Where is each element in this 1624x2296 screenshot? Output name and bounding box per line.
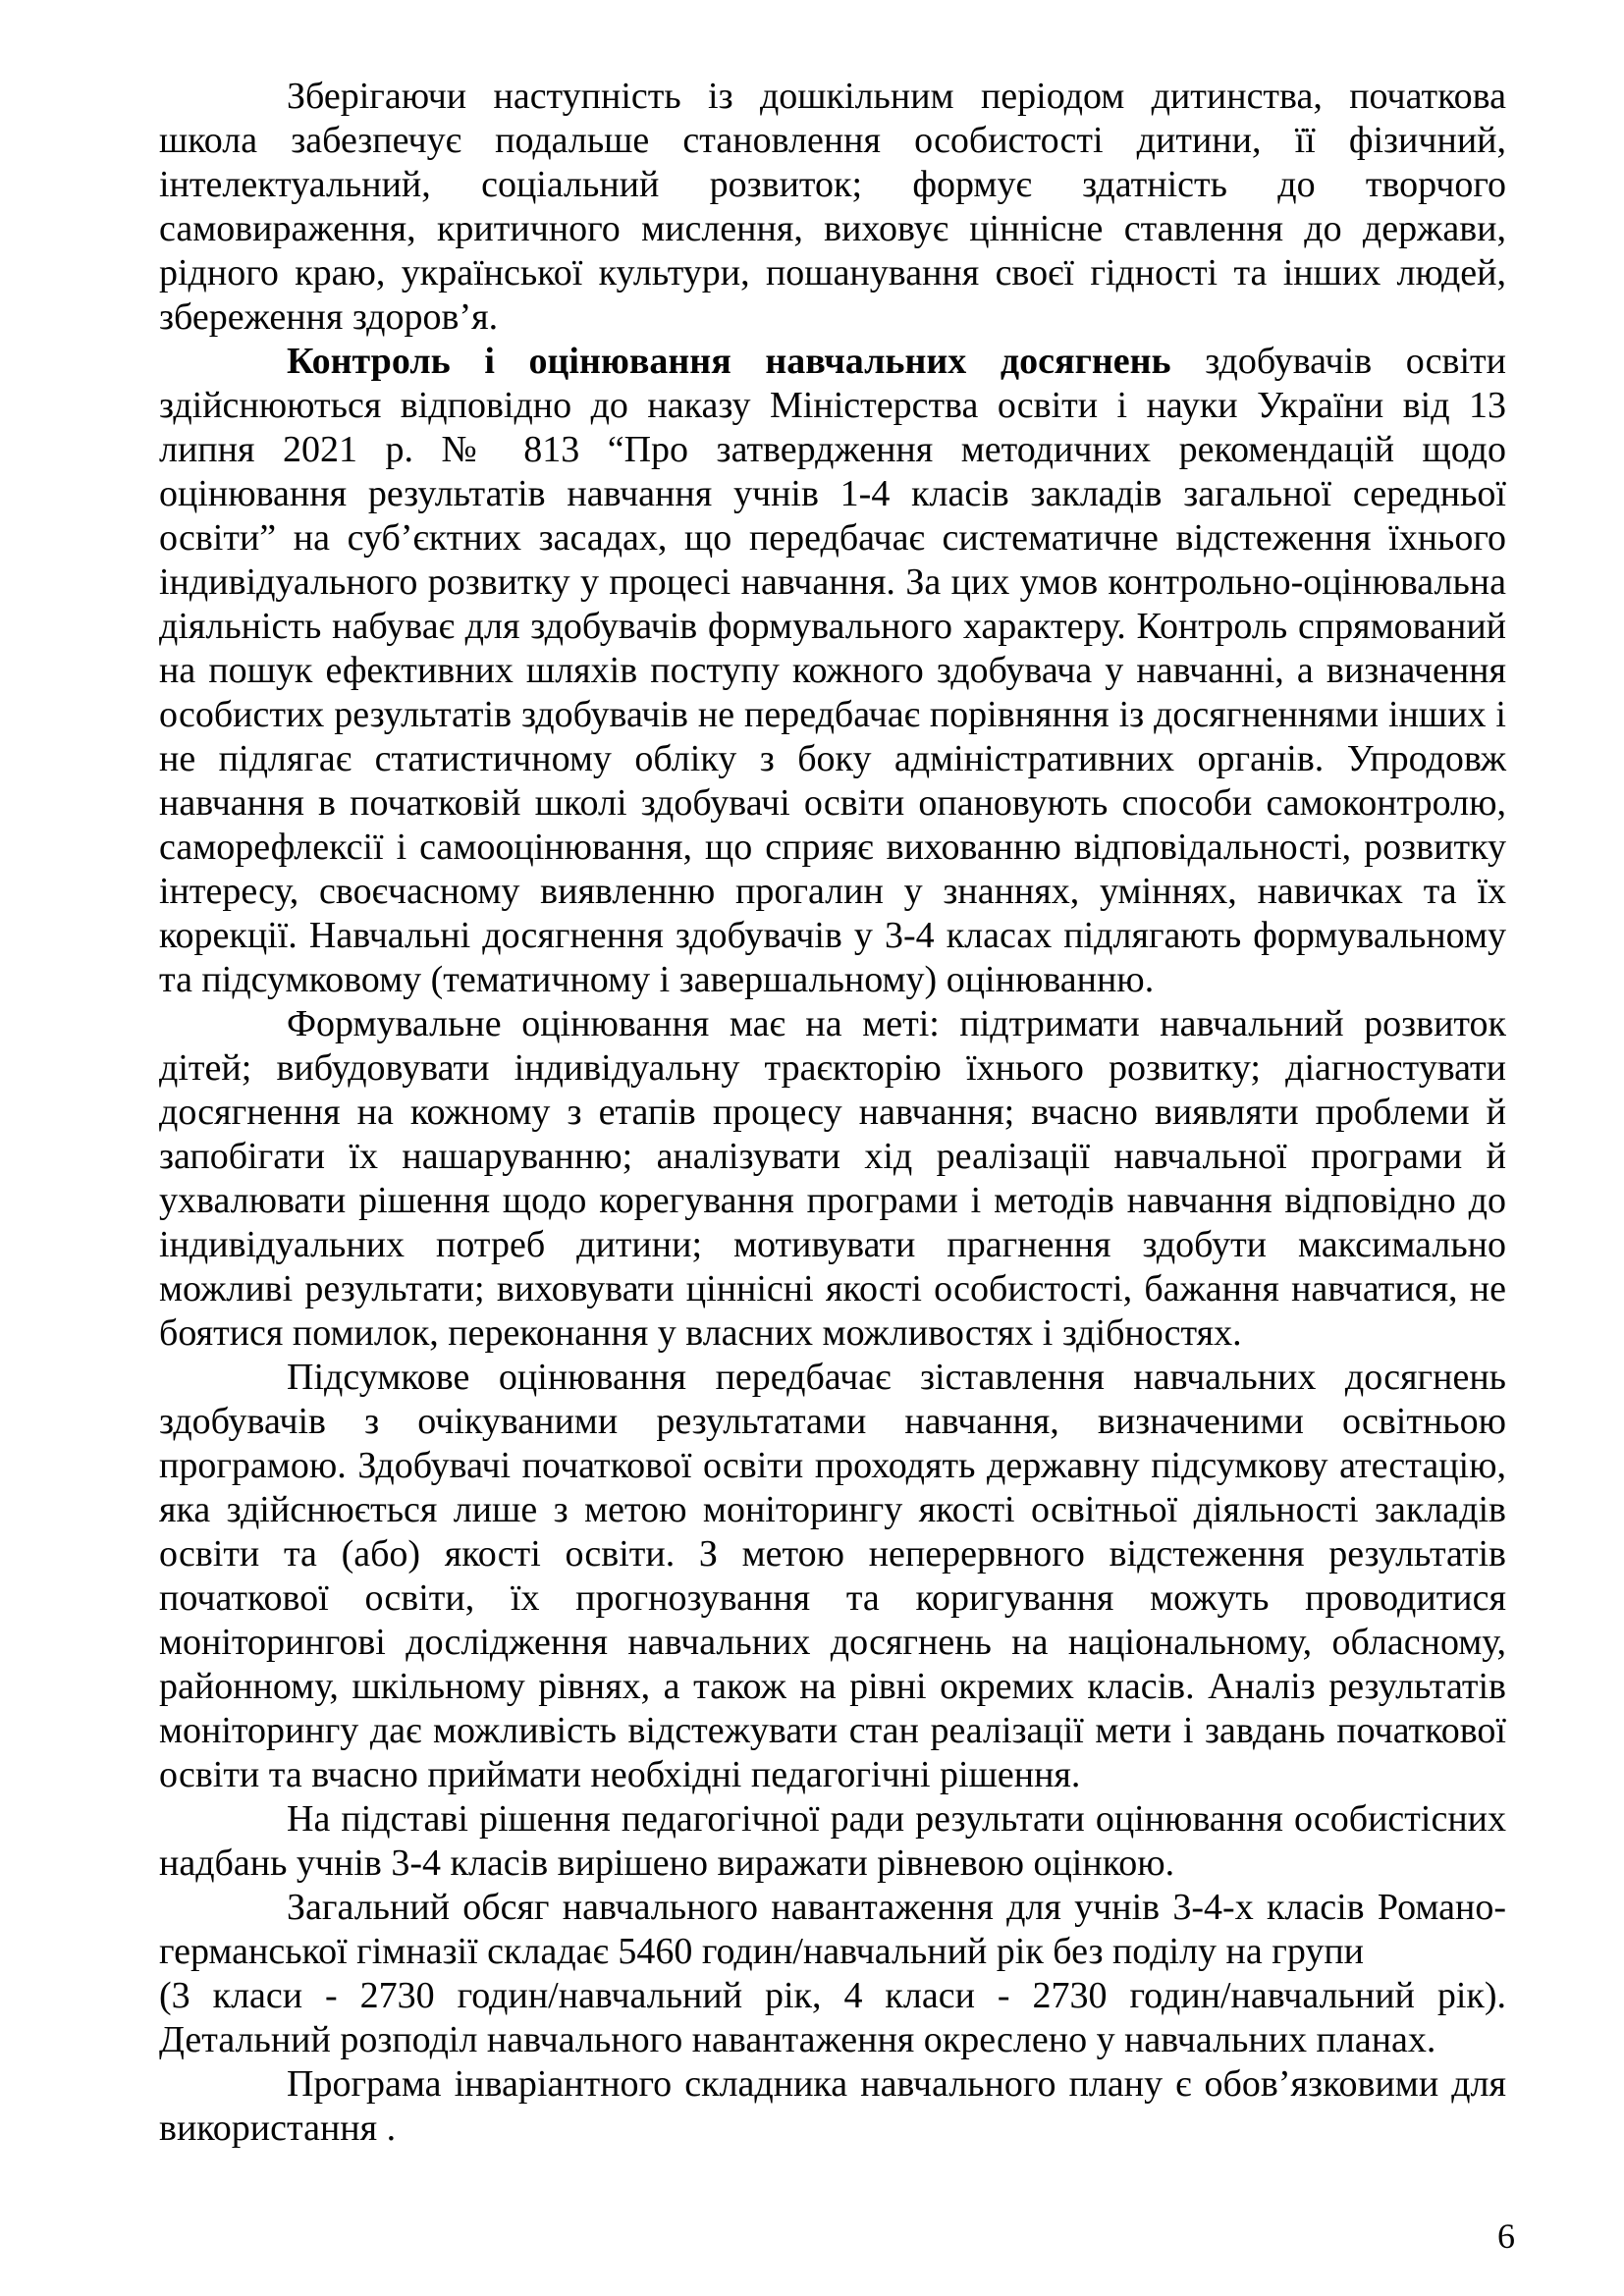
paragraph-total-teaching-load-line1: Загальний обсяг навчального навантаження для учнів 3-4-х класів Романо-германської гімназії складає 5460 годин/навчальний рік без поділу на групи — [159, 1887, 1506, 1972]
paragraph-total-teaching-load — [159, 1886, 1506, 2062]
page-body-text — [159, 75, 1506, 2151]
paragraph-formative-assessment: Формувальне оцінювання має на меті: підтримати навчальний розвиток дітей; вибудовувати індивідуальну траєкторію їхнього розвитку; діагностувати досягнення на кожному з етапів процесу навчання; вчасно виявляти проблеми й запобігати їх нашаруванню; аналізувати хід реалізації навчальної програми й ухвалювати рішення щодо корегування програми і методів навчання відповідно до індивідуальних потреб дитини; мотивувати прагнення здобути максимально можливі результати; виховувати ціннісні якості особистості, бажання навчатися, не боятися помилок, переконання у власних можливостях і здібностях. — [159, 1003, 1506, 1354]
paragraph-invariant-component: Програма інваріантного складника навчального плану є обов’язковими для використання . — [159, 2063, 1506, 2149]
paragraph-control-and-assessment — [159, 340, 1506, 1002]
page-number: 6 — [1497, 2216, 1515, 2256]
paragraph-pedagogical-council-decision: На підставі рішення педагогічної ради результати оцінювання особистісних надбань учнів 3-4 класів вирішено виражати рівневою оцінкою. — [159, 1798, 1506, 1884]
paragraph-control-and-assessment-body: здобувачів освіти здійснюються відповідно до наказу Міністерства освіти і науки України від 13 липня 2021 р. № 813 “Про затвердження методичних рекомендацій щодо оцінювання результатів навчання учнів 1-4 класів закладів загальної середньої освіти” на суб’єктних засадах, що передбачає систематичне відстеження їхнього індивідуального розвитку у процесі навчання. За цих умов контрольно-оцінювальна діяльність набуває для здобувачів формувального характеру. Контроль спрямований на пошук ефективних шляхів поступу кожного здобувача у навчанні, а визначення особистих результатів здобувачів не передбачає порівняння із досягненнями інших і не підлягає статистичному обліку з боку адміністративних органів. Упродовж навчання в початковій школі здобувачі освіти опановують способи самоконтролю, саморефлексії і самооцінювання, що сприяє вихованню відповідальності, розвитку інтересу, своєчасному виявленню прогалин у знаннях, уміннях, навичках та їх корекції. Навчальні досягнення здобувачів у 3-4 класах підлягають формувальному та підсумковому (тематичному і завершальному) оцінюванню. — [159, 341, 1506, 1000]
paragraph-total-teaching-load-line2: (3 класи - 2730 годин/навчальний рік, 4 класи - 2730 годин/навчальний рік). Детальний розподіл навчального навантаження окреслено у навчальних планах. — [159, 1975, 1506, 2060]
paragraph-continuity-preschool: Зберігаючи наступність із дошкільним періодом дитинства, початкова школа забезпечує подальше становлення особистості дитини, її фізичний, інтелектуальний, соціальний розвиток; формує здатність до творчого самовираження, критичного мислення, виховує ціннісне ставлення до держави, рідного краю, української культури, пошанування своєї гідності та інших людей, збереження здоров’я. — [159, 76, 1506, 338]
bold-lead-control-assessment: Контроль і оцінювання навчальних досягнень — [287, 341, 1171, 382]
paragraph-summative-assessment: Підсумкове оцінювання передбачає зіставлення навчальних досягнень здобувачів з очікуваними результатами навчання, визначеними освітньою програмою. Здобувачі початкової освіти проходять державну підсумкову атестацію, яка здійснюється лише з метою моніторингу якості освітньої діяльності закладів освіти та (або) якості освіти. З метою неперервного відстеження результатів початкової освіти, їх прогнозування та коригування можуть проводитися моніторингові дослідження навчальних досягнень на національному, обласному, районному, шкільному рівнях, а також на рівні окремих класів. Аналіз результатів моніторингу дає можливість відстежувати стан реалізації мети і завдань початкової освіти та вчасно приймати необхідні педагогічні рішення. — [159, 1357, 1506, 1795]
